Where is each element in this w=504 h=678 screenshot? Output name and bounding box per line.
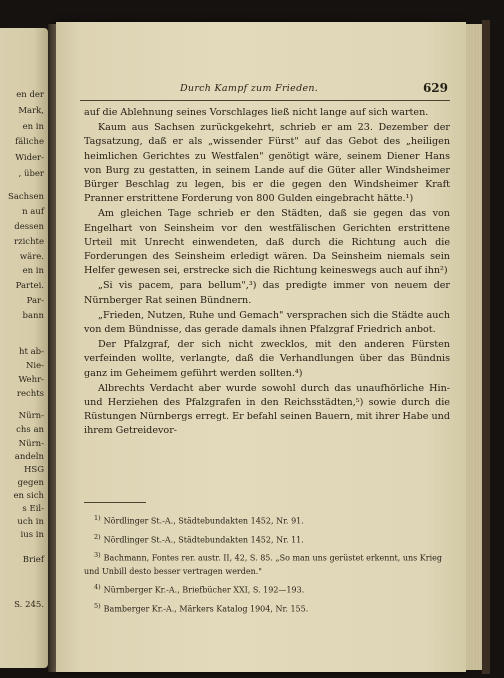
left-page-text-fragment: Nürn- bbox=[18, 439, 44, 449]
left-page-text-fragment: Nürn- bbox=[18, 411, 44, 421]
running-head: Durch Kampf zum Frieden. bbox=[180, 83, 319, 94]
previous-page-fragment bbox=[0, 28, 48, 668]
left-page-text-fragment: ht ab- bbox=[19, 347, 44, 357]
left-page-text-fragment: en in bbox=[22, 266, 44, 276]
footnote bbox=[84, 549, 444, 578]
left-page-text-fragment: en der bbox=[16, 90, 44, 100]
left-page-text-fragment: HSG bbox=[23, 465, 44, 475]
left-page-text-fragment: s Eil- bbox=[22, 504, 44, 514]
left-page-text-fragment: , über bbox=[18, 169, 44, 179]
paragraph: Albrechts Verdacht aber wurde sowohl durch das unaufhörliche Hin- und Herziehen des Pfalzgrafen in den Reichsstädten,⁵) sowie durch die Rüstungen Nürnbergs erregt. Er befahl seinen Bauern, mit ihrer Habe und ihrem Getreidevor- bbox=[84, 382, 451, 437]
footnotes bbox=[84, 512, 444, 618]
left-page-text-fragment: rechts bbox=[16, 389, 44, 399]
footnote-mark: 4) bbox=[94, 582, 101, 591]
footnote-mark: 1) bbox=[94, 514, 101, 522]
left-page-text-fragment: Wehr- bbox=[18, 375, 44, 385]
left-page-text-fragment: Brief bbox=[22, 555, 44, 565]
footnote-text: Nürnberger Kr.-A., Briefbücher XXI, S. 192—193. bbox=[103, 585, 305, 595]
left-page-text-fragment: Par- bbox=[26, 296, 44, 306]
left-page-text-fragment: Mark, bbox=[18, 106, 44, 116]
page-header bbox=[80, 80, 450, 101]
book-cover-edge bbox=[482, 20, 490, 674]
left-page-text-fragment: en sich bbox=[13, 491, 44, 501]
footnote-text: Nördlinger St.-A., Städtebundakten 1452, Nr. 11. bbox=[103, 535, 304, 545]
footnote bbox=[84, 600, 444, 616]
left-page-text-fragment: Partei. bbox=[15, 281, 44, 291]
page-edges bbox=[466, 24, 482, 670]
left-page-text-fragment: dessen bbox=[14, 222, 44, 232]
left-page-text-fragment: n auf bbox=[22, 207, 44, 217]
footnote bbox=[84, 512, 444, 528]
left-page-text-fragment: gegen bbox=[17, 478, 44, 488]
left-page-text-fragment: S. 245. bbox=[14, 600, 44, 610]
footnote-mark: 5) bbox=[94, 601, 101, 610]
left-page-text-fragment: fäliche bbox=[15, 137, 44, 147]
left-page-text-fragment: ius in bbox=[20, 530, 44, 540]
footnote-divider bbox=[84, 502, 146, 503]
paragraph-continuation: auf die Ablehnung seines Vorschlages ließ nicht lange auf sich warten. bbox=[84, 107, 429, 118]
left-page-text-fragment: wäre. bbox=[19, 252, 44, 262]
page-number: 629 bbox=[422, 81, 448, 95]
left-page-text-fragment: Nie- bbox=[25, 361, 44, 371]
footnote-text: Bamberger Kr.-A., Märkers Katalog 1904, Nr. 155. bbox=[103, 604, 309, 614]
paragraph: „Si vis pacem, para bellum",³) das predigte immer von neuem der Nürnberger Rat seinen Bündnern. bbox=[84, 280, 450, 306]
footnote-mark: 3) bbox=[94, 551, 101, 560]
left-page-text-fragment: chs an bbox=[16, 425, 44, 435]
main-text bbox=[84, 106, 450, 439]
left-page-text-fragment: Wider- bbox=[15, 153, 44, 163]
left-page-text-fragment: en in bbox=[22, 122, 44, 132]
footnote-text: Bachmann, Fontes rer. austr. II, 42, S. 85. „So man uns gerüstet erkennt, uns Krieg und Unbill desto besser vertragen werden." bbox=[84, 553, 443, 576]
left-page-text-fragment: rzichte bbox=[14, 237, 44, 247]
paragraph: Der Pfalzgraf, der sich nicht zwecklos, mit den anderen Fürsten verfeinden wollte, verlangte, daß die Verhandlungen über das Bündnis ganz im Geheimem geführt werden sollten.⁴) bbox=[84, 339, 450, 379]
left-page-text-fragment: Sachsen bbox=[8, 192, 44, 202]
paragraph: Am gleichen Tage schrieb er den Städten, daß sie gegen das von Engelhart von Seinsheim vor den westfälischen Gerichten erstrittene Urteil mit Unrecht einwendeten, daß durch die Richtung auch die Forderungen des Seinsheim erledigt wären. Da Seinsheim niemals sein Helfer gewesen sei, erstrecke sich die Richtung keineswegs auch auf ihn²) bbox=[84, 208, 450, 277]
footnote-text: Nördlinger St.-A., Städtebundakten 1452, Nr. 91. bbox=[103, 516, 304, 526]
footnote bbox=[84, 531, 444, 547]
paragraph: Kaum aus Sachsen zurückgekehrt, schrieb er am 23. Dezember der Tagsatzung, daß er als „wissender Fürst" auf das Gebot des „heiligen heimlichen Gerichtes zu Westfalen" genötigt wäre, seinem Diener Hans von Burg zu gestatten, in seinem Lande auf die Güter aller Windsheimer Bürger Beschlag zu legen, bis er die gegen den Windsheimer Kraft Pranner erstrittene Forderung von 800 Gulden eingebracht hätte.¹) bbox=[84, 122, 450, 205]
paragraph: „Frieden, Nutzen, Ruhe und Gemach" versprachen sich die Städte auch von dem Bündnisse, das gerade damals ihnen Pfalzgraf Friedrich anbot. bbox=[84, 309, 450, 336]
footnote bbox=[84, 581, 444, 597]
left-page-text-fragment: bann bbox=[22, 311, 44, 321]
left-page-text-fragment: uch in bbox=[17, 517, 44, 527]
left-page-text-fragment: andeln bbox=[14, 452, 44, 462]
book-page bbox=[56, 22, 466, 672]
footnote-mark: 2) bbox=[94, 532, 101, 541]
